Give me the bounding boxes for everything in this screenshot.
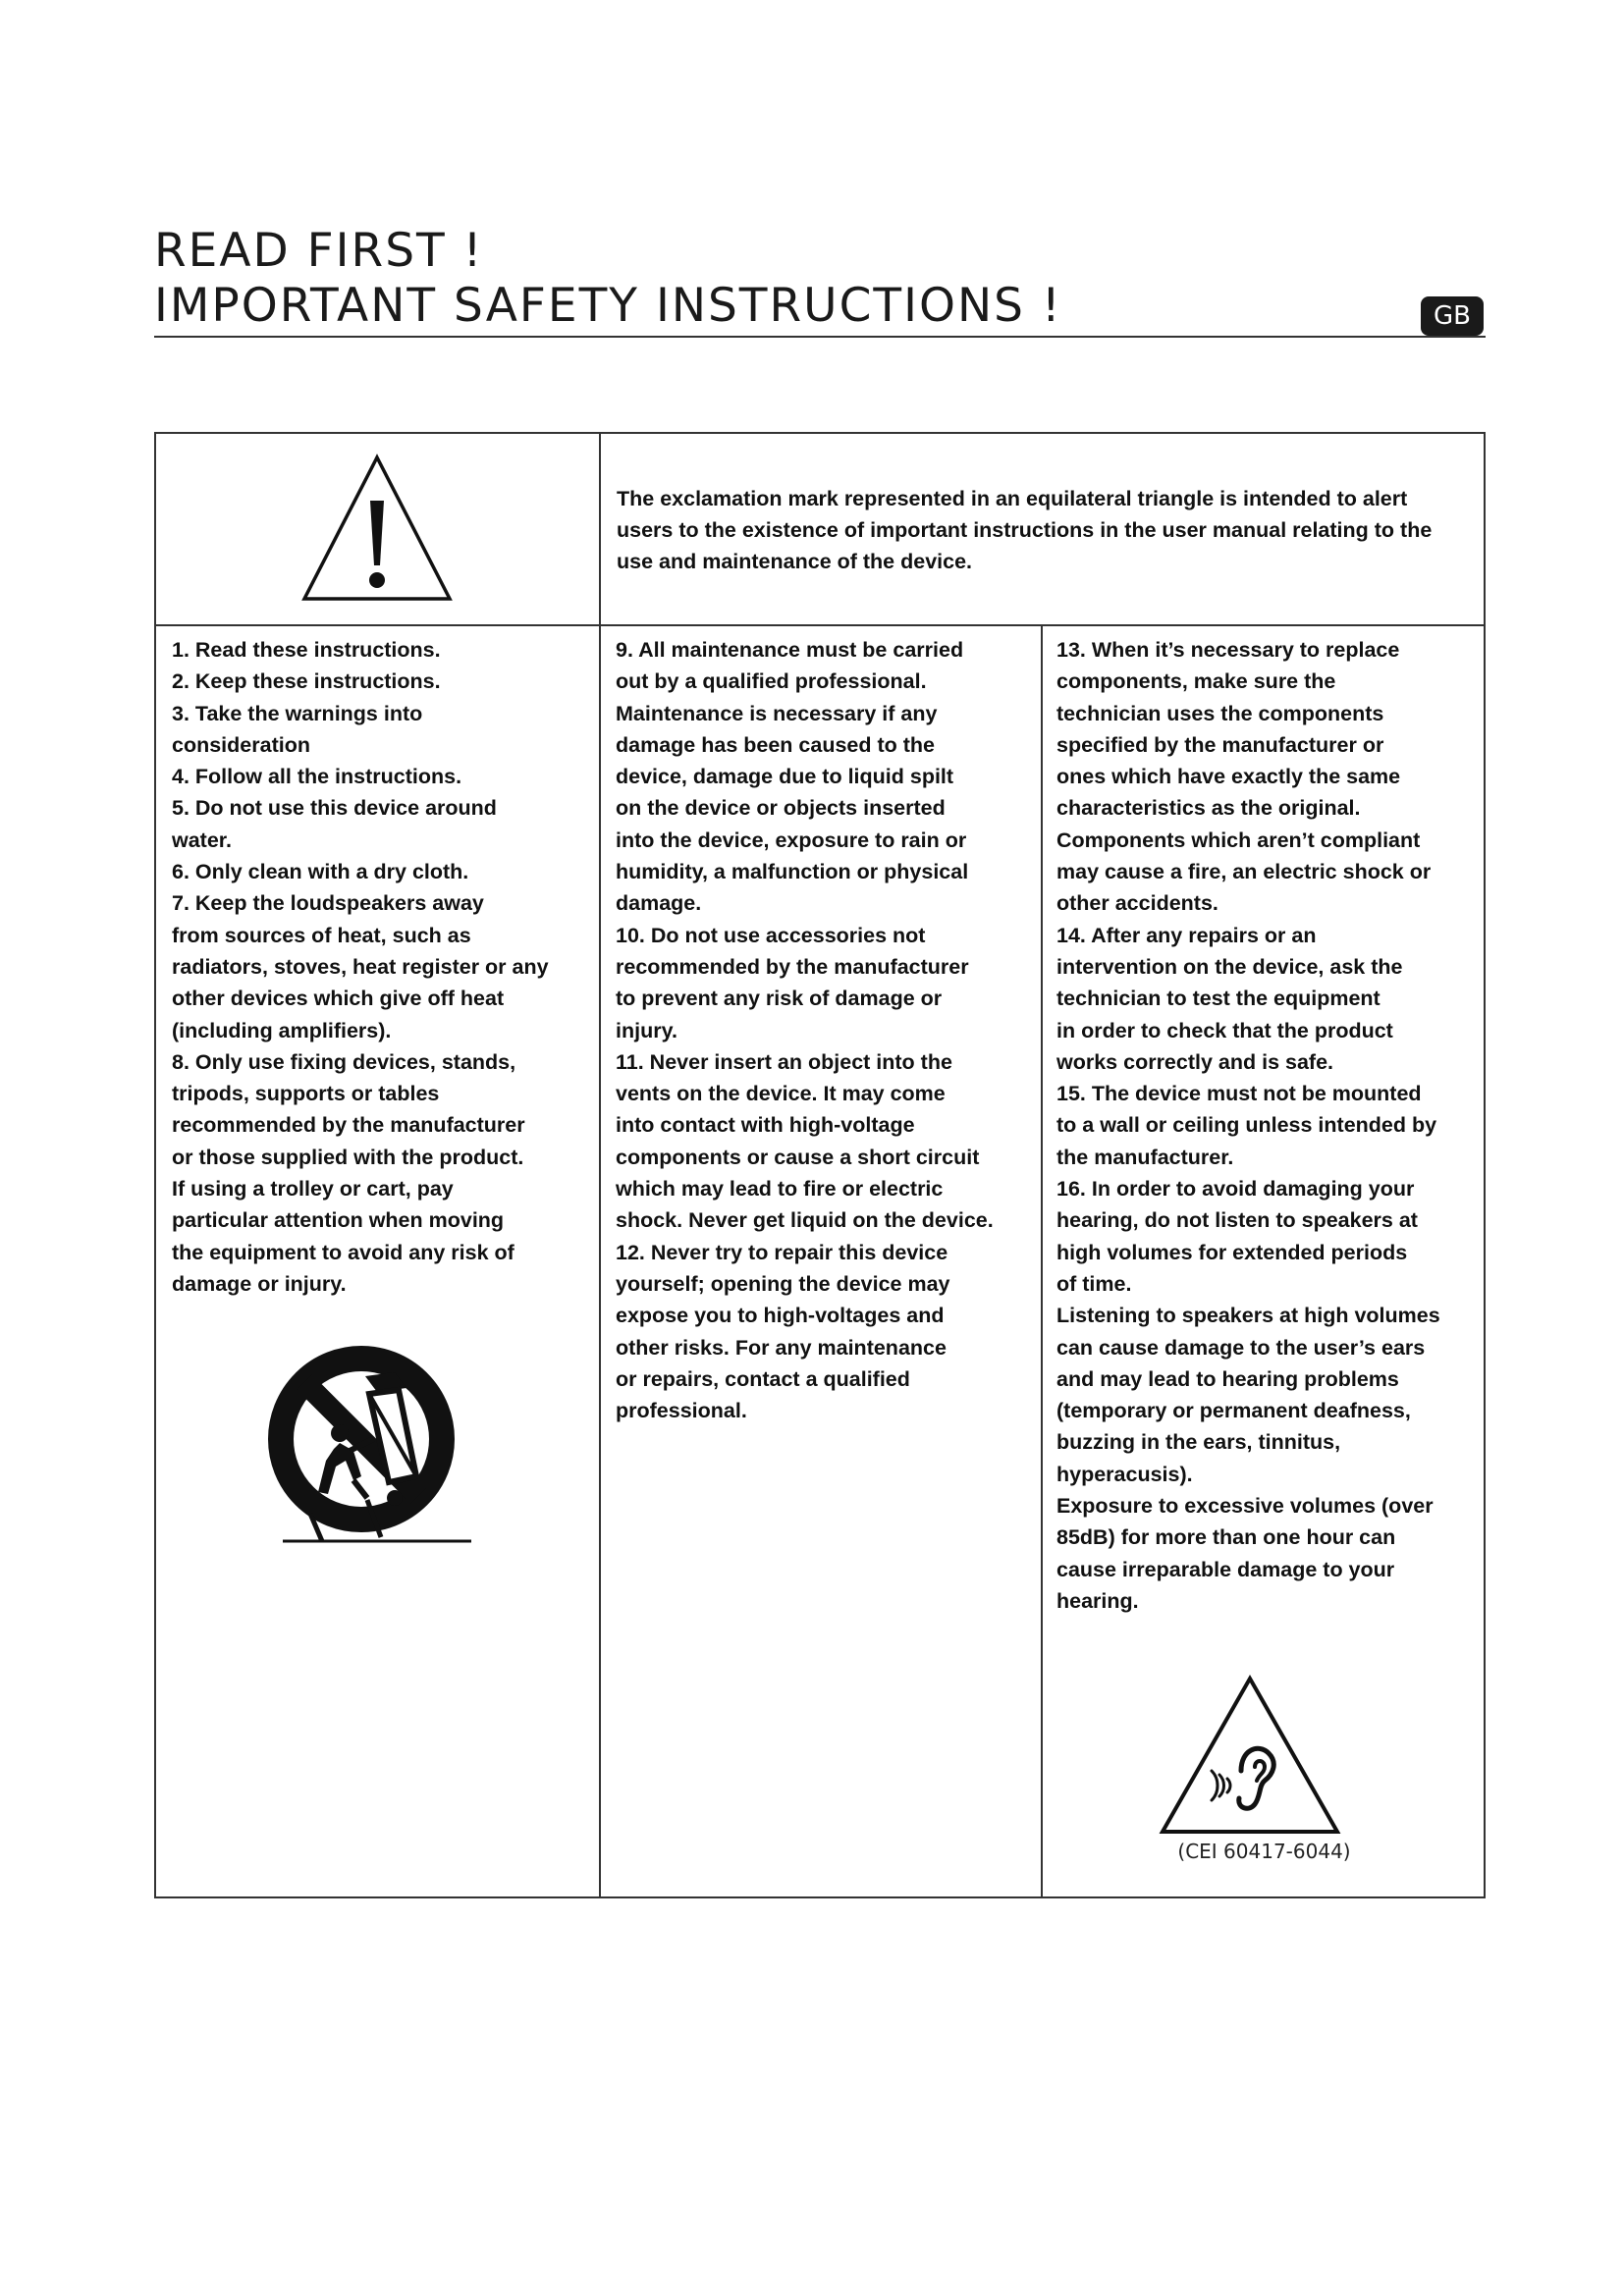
instruction-item: 5. Do not use this device around water. bbox=[172, 796, 497, 852]
instruction-item: 7. Keep the loudspeakers away from sources of heat, such as radiators, stoves, heat register or any other devices which give off heat (including amplifiers). bbox=[172, 891, 549, 1042]
instruction-item: 2. Keep these instructions. bbox=[172, 669, 441, 694]
trolley-tip-over-warning-icon bbox=[259, 1329, 475, 1549]
language-badge: GB bbox=[1421, 296, 1484, 336]
page-title bbox=[154, 224, 1486, 334]
row-divider bbox=[156, 624, 1484, 626]
instruction-item: 1. Read these instructions. bbox=[172, 638, 441, 662]
instruction-item: 14. After any repairs or an intervention on the device, ask the technician to test the equipment in order to check that the product works correctly and is safe. bbox=[1056, 923, 1403, 1074]
intro-paragraph: The exclamation mark represented in an equilateral triangle is intended to alert users to the existence of important instructions in the user manual relating to the use and maintenance of the device. bbox=[617, 487, 1433, 573]
instruction-item: 9. All maintenance must be carried out by a qualified professional. Maintenance is necessary if any damage has been caused to the device, damage due to liquid spilt on the device or objects inserted into the device, exposure to rain or humidity, a malfunction or physical damage. bbox=[616, 638, 969, 916]
title-line-read-first: READ FIRST ! bbox=[154, 224, 484, 278]
instruction-item: 13. When it’s necessary to replace components, make sure the technician uses the components specified by the manufacturer or ones which have exactly the same characteristics as the original. Components which aren’t compliant may cause a fire, an electric shock or other accidents. bbox=[1056, 638, 1432, 916]
safety-instructions-table bbox=[154, 432, 1486, 1898]
instruction-item: 4. Follow all the instructions. bbox=[172, 765, 462, 789]
instruction-item: 8. Only use fixing devices, stands, tripods, supports or tables recommended by the manufacturer or those supplied with the product. If using a trolley or cart, pay particular attention when moving the equipment to avoid any risk of damage or injury. bbox=[172, 1049, 525, 1296]
title-line-safety-instructions: IMPORTANT SAFETY INSTRUCTIONS ! bbox=[154, 279, 1062, 333]
instruction-item: 16. In order to avoid damaging your hearing, do not listen to speakers at high volumes for extended periods of time. Listening to speakers at high volumes can cause damage to the user’s ears and may lead to hearing problems (temporary or permanent deafness, buzzing in the ears, tinnitus, hyperacusis). Exposure to excessive volumes (over 85dB) for more than one hour can cause irreparable damage to your hearing. bbox=[1056, 1177, 1440, 1613]
column-divider-1 bbox=[599, 434, 601, 1896]
instruction-item: 6. Only clean with a dry cloth. bbox=[172, 860, 469, 884]
column-divider-2 bbox=[1041, 626, 1043, 1898]
instructions-column-1 bbox=[172, 634, 594, 1300]
warning-symbol-cell bbox=[156, 434, 599, 624]
instruction-item: 15. The device must not be mounted to a wall or ceiling unless intended by the manufacturer. bbox=[1056, 1082, 1437, 1169]
title-underline-divider bbox=[154, 336, 1486, 338]
instructions-column-2 bbox=[616, 634, 1040, 1426]
ear-symbol-caption: (CEI 60417-6044) bbox=[1177, 1840, 1351, 1863]
exclamation-triangle-icon bbox=[298, 450, 456, 607]
instruction-item: 12. Never try to repair this device yourself; opening the device may expose you to high-voltages and other risks. For any maintenance or repairs, contact a qualified professional. bbox=[616, 1240, 950, 1423]
instruction-item: 11. Never insert an object into the vents on the device. It may come into contact with high-voltage components or cause a short circuit which may lead to fire or electric shock. Never get liquid on the device. bbox=[616, 1049, 994, 1233]
hearing-damage-warning-icon bbox=[1157, 1673, 1343, 1840]
instruction-item: 3. Take the warnings into consideration bbox=[172, 701, 423, 757]
instruction-item: 10. Do not use accessories not recommended by the manufacturer to prevent any risk of damage or injury. bbox=[616, 923, 969, 1042]
instructions-column-3 bbox=[1056, 634, 1479, 1617]
